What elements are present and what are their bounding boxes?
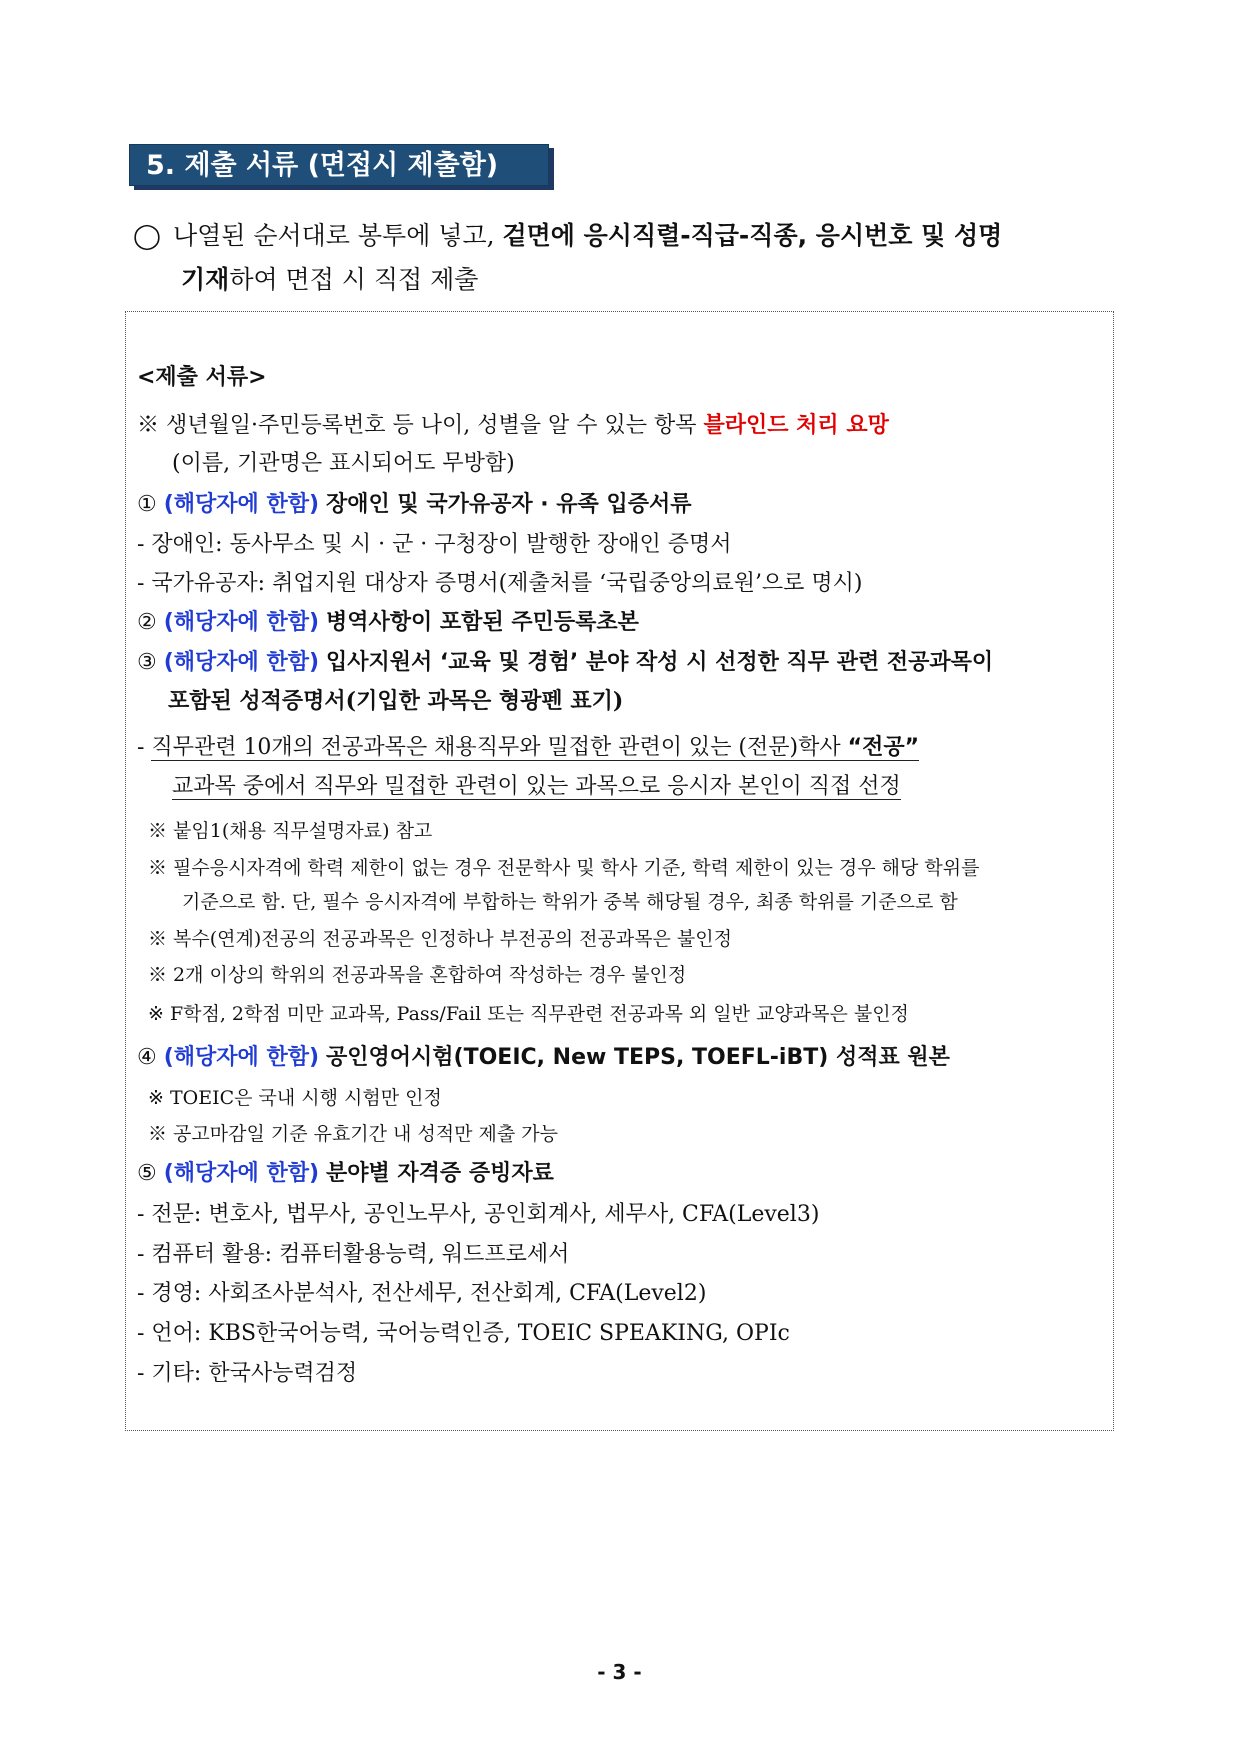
- item-5-sub-1: - 전문: 변호사, 법무사, 공인노무사, 공인회계사, 세무사, CFA(Level3): [137, 1202, 820, 1227]
- item-1-title: [137, 487, 691, 518]
- item-3-number: ③: [137, 650, 157, 675]
- item-4-tag: (해당자에 한함): [163, 1045, 320, 1070]
- item-4-number: ④: [137, 1045, 157, 1070]
- circle-bullet-icon: ◯: [133, 221, 161, 250]
- item-4-note-1: ※ TOEIC은 국내 시행 시험만 인정: [148, 1087, 442, 1109]
- item-5-sub-5: - 기타: 한국사능력검정: [137, 1361, 358, 1386]
- item-4-text: 공인영어시험(TOEIC, New TEPS, TOEFL-iBT) 성적표 원본: [326, 1045, 950, 1070]
- blind-note-text: ※ 생년월일·주민등록번호 등 나이, 성별을 알 수 있는 항목: [137, 413, 704, 438]
- intro-bold-1: 겉면에 응시직렬-직급-직종, 응시번호 및 성명: [502, 221, 1003, 250]
- item-5-title: [137, 1156, 554, 1187]
- item-4-title: [137, 1040, 950, 1071]
- item-5-sub-4: - 언어: KBS한국어능력, 국어능력인증, TOEIC SPEAKING, OPIc: [137, 1321, 790, 1346]
- intro-bold-2: 기재: [181, 265, 230, 294]
- item-3-note-4: ※ 2개 이상의 학위의 전공과목을 혼합하여 작성하는 경우 불인정: [148, 964, 687, 986]
- item-3-underline-2-text: 교과목 중에서 직무와 밀접한 관련이 있는 과목으로 응시자 본인이 직접 선정: [172, 774, 901, 799]
- item-3-note-3: ※ 복수(연계)전공의 전공과목은 인정하나 부전공의 전공과목은 불인정: [148, 928, 732, 950]
- item-3-underline-1: [137, 730, 919, 761]
- item-5-tag: (해당자에 한함): [163, 1161, 320, 1186]
- item-3-note-5: ※ F학점, 2학점 미만 교과목, Pass/Fail 또는 직무관련 전공과목 외 일반 교양과목은 불인정: [148, 1003, 909, 1025]
- intro-line-1: [133, 214, 1118, 258]
- item-1-sub-2: - 국가유공자: 취업지원 대상자 증명서(제출처를 ‘국립중앙의료원’으로 명시): [137, 571, 863, 596]
- item-2-text: 병역사항이 포함된 주민등록초본: [326, 610, 639, 635]
- item-3-note-2-cont: 기준으로 함. 단, 필수 응시자격에 부합하는 학위가 중복 해당될 경우, 최종 학위를 기준으로 함: [182, 891, 958, 913]
- item-1-number: ①: [137, 492, 157, 517]
- intro-line-2: [133, 258, 1118, 302]
- intro-paragraph: [133, 214, 1118, 302]
- item-5-text: 분야별 자격증 증빙자료: [326, 1161, 554, 1186]
- item-1-text: 장애인 및 국가유공자 · 유족 입증서류: [326, 492, 692, 517]
- item-2-title: [137, 605, 639, 636]
- item-3-dash: -: [137, 735, 152, 760]
- intro-text-2: 하여 면접 시 직접 제출: [229, 265, 479, 294]
- item-3-title-cont: 포함된 성적증명서(기입한 과목은 형광펜 표기): [168, 688, 624, 714]
- page-number: - 3 -: [597, 1660, 642, 1684]
- item-2-tag: (해당자에 한함): [163, 610, 320, 635]
- item-3-underline-text: [151, 735, 919, 761]
- blind-note-cont: (이름, 기관명은 표시되어도 무방함): [172, 451, 515, 476]
- item-4-note-2: ※ 공고마감일 기준 유효기간 내 성적만 제출 가능: [148, 1123, 559, 1145]
- item-5-number: ⑤: [137, 1161, 157, 1186]
- item-3-note-2: ※ 필수응시자격에 학력 제한이 없는 경우 전문학사 및 학사 기준, 학력 제한이 있는 경우 해당 학위를: [148, 857, 980, 879]
- item-3-title: [137, 645, 993, 676]
- item-1-sub-1: - 장애인: 동사무소 및 시 · 군 · 구청장이 발행한 장애인 증명서: [137, 532, 732, 557]
- item-3-underline-bold: “전공”: [847, 735, 920, 760]
- item-3-tag: (해당자에 한함): [163, 650, 320, 675]
- intro-text-1: 나열된 순서대로 봉투에 넣고,: [172, 221, 503, 250]
- blind-note: [137, 408, 889, 439]
- item-3-note-1: ※ 붙임1(채용 직무설명자료) 참고: [148, 820, 433, 842]
- item-5-sub-3: - 경영: 사회조사분석사, 전산세무, 전산회계, CFA(Level2): [137, 1281, 707, 1306]
- blind-note-red: 블라인드 처리 요망: [703, 413, 889, 438]
- item-2-number: ②: [137, 610, 157, 635]
- item-1-tag: (해당자에 한함): [163, 492, 320, 517]
- item-3-underline-body: 직무관련 10개의 전공과목은 채용직무와 밀접한 관련이 있는 (전문)학사: [151, 735, 848, 760]
- item-3-underline-2: [172, 769, 901, 800]
- section-title: 5. 제출 서류 (면접시 제출함): [129, 144, 549, 186]
- box-heading: <제출 서류>: [137, 365, 267, 390]
- item-3-text: 입사지원서 ‘교육 및 경험’ 분야 작성 시 선정한 직무 관련 전공과목이: [326, 650, 994, 675]
- item-5-sub-2: - 컴퓨터 활용: 컴퓨터활용능력, 워드프로세서: [137, 1242, 570, 1267]
